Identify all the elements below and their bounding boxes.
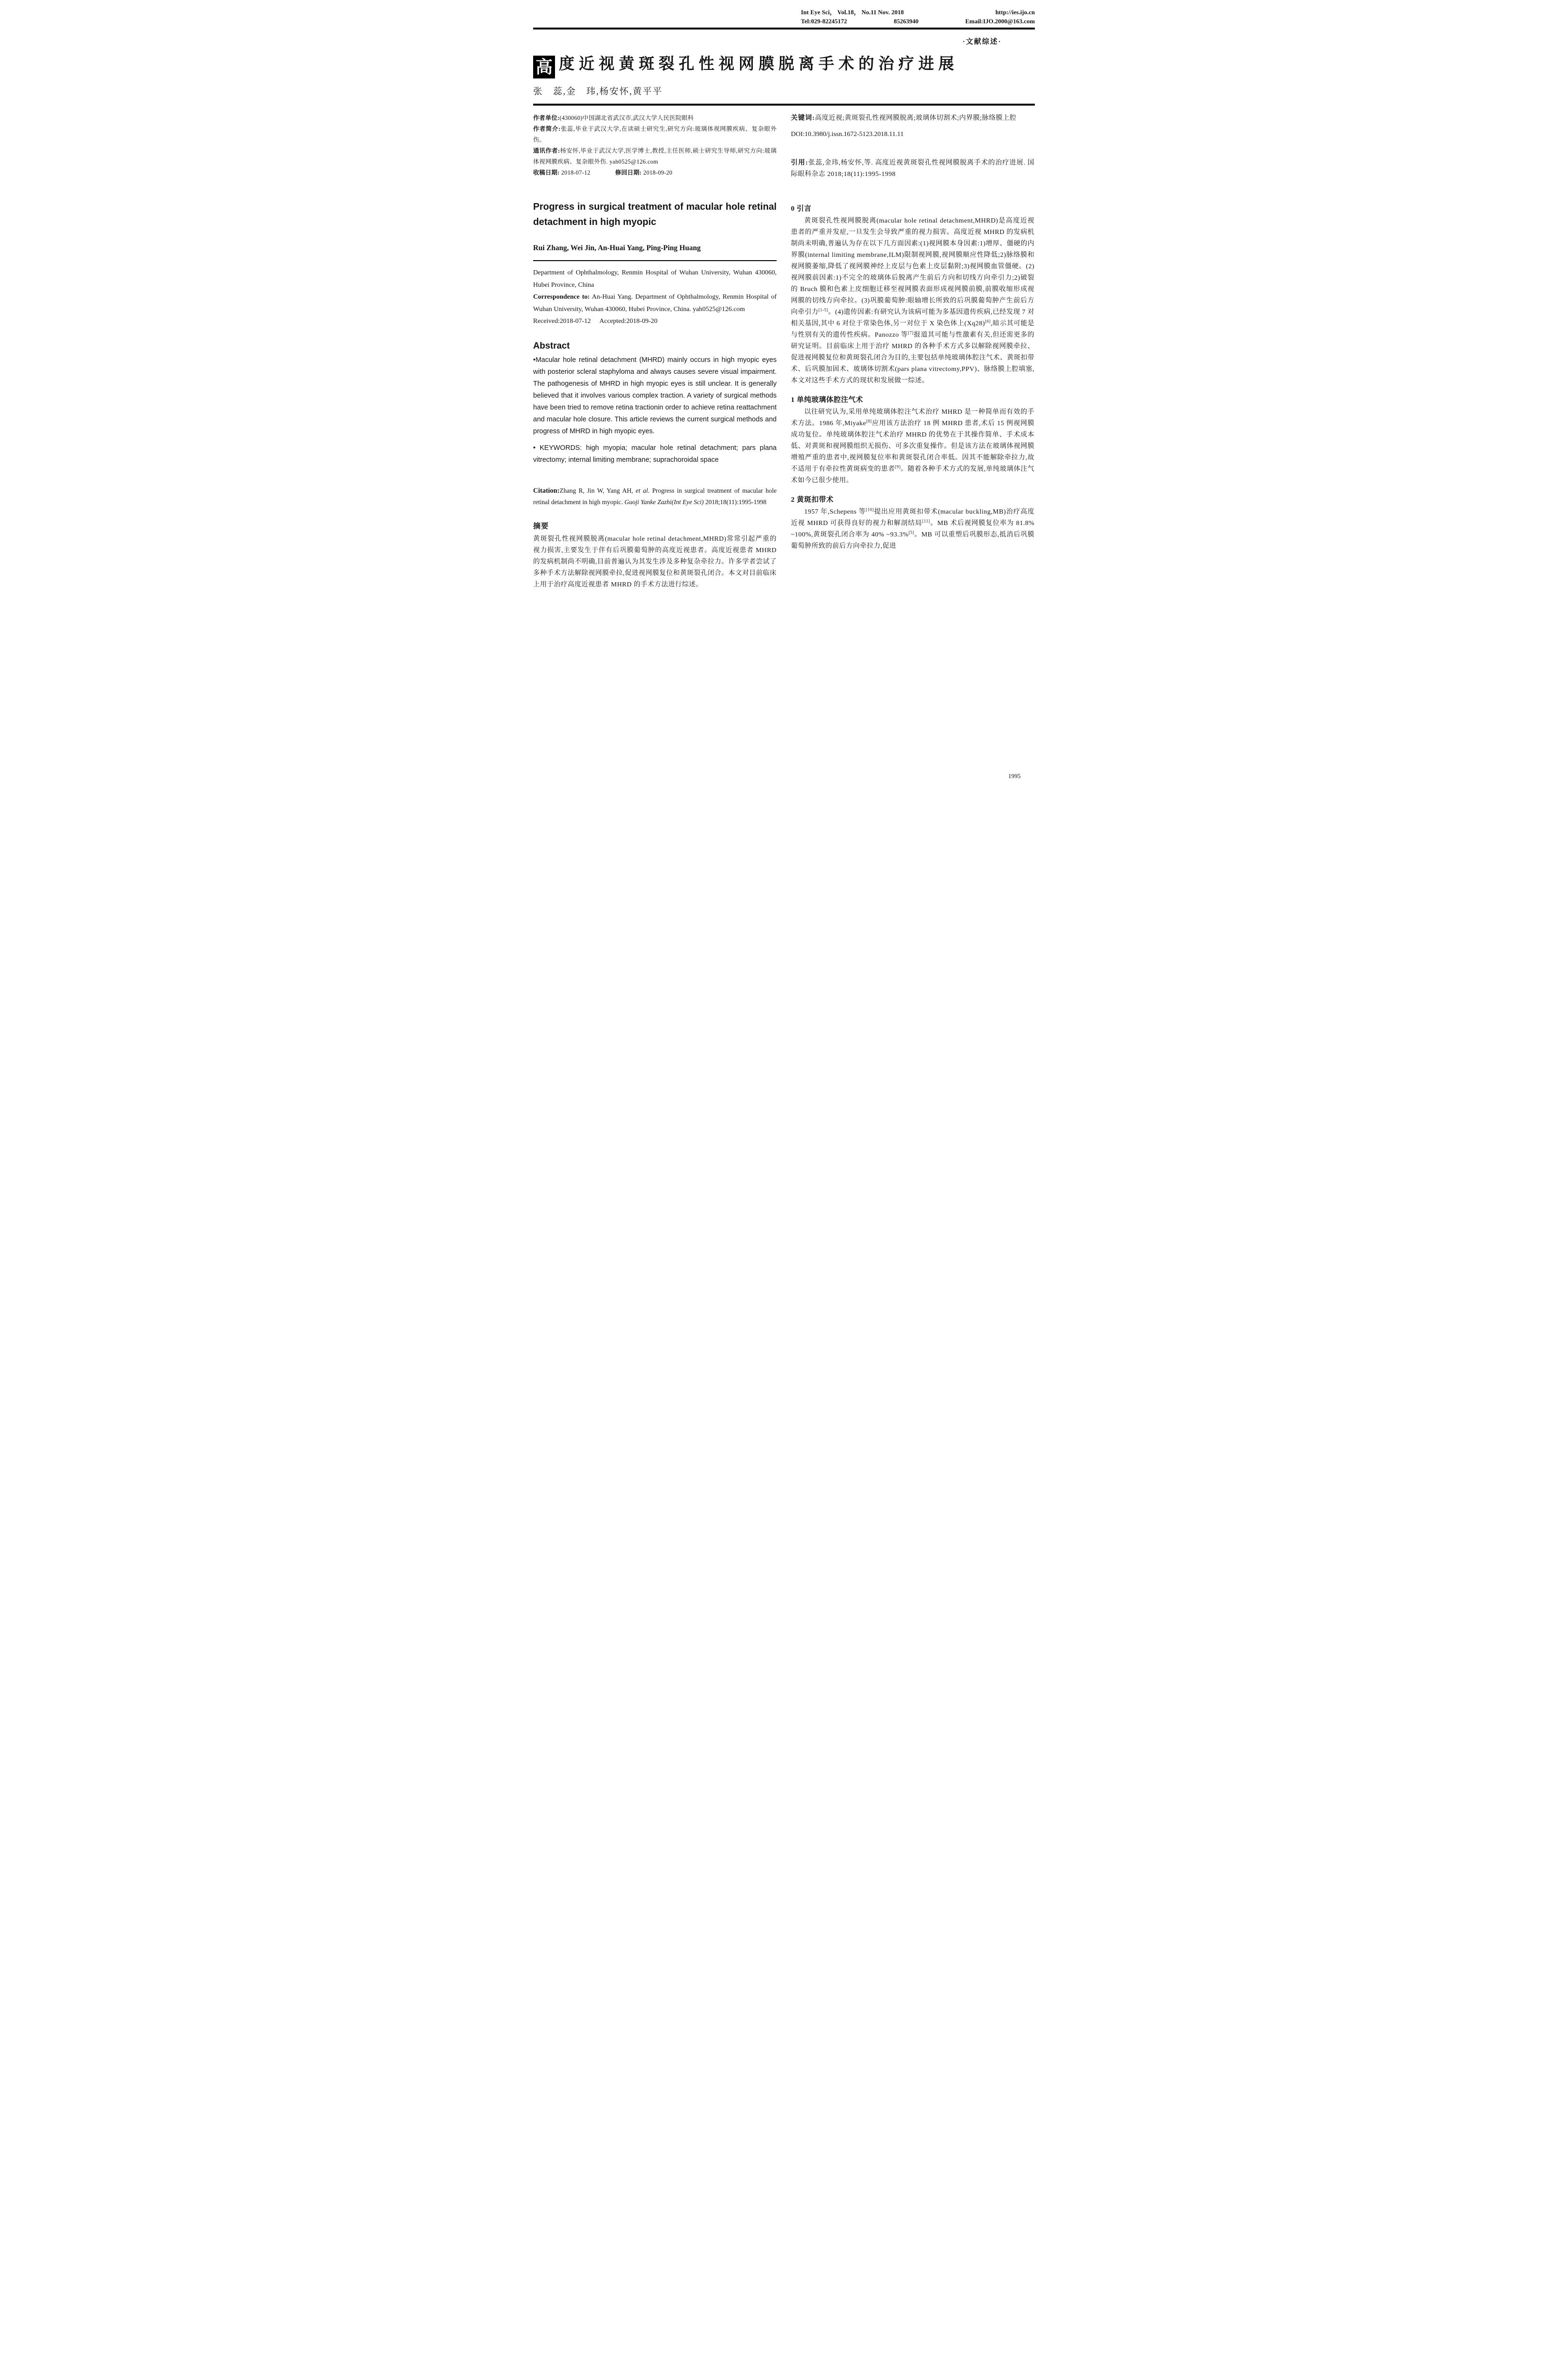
english-block-rule: [533, 260, 777, 261]
journal-email: Email:IJO.2000@163.com: [965, 18, 1035, 25]
journal-tel-2: 85263940: [894, 18, 919, 25]
right-column: [791, 113, 1034, 591]
citation-cn: [791, 157, 1034, 180]
article-title-en: Progress in surgical treatment of macular hole retinal detachment in high myopic: [533, 202, 777, 227]
journal-volume-info: Int Eye Sci， Vol.18， No.11 Nov. 2018: [801, 9, 904, 16]
article-category-label: ·文献综述·: [962, 38, 1002, 46]
title-rule: [533, 104, 1035, 106]
author-bio-text: 张蕊,毕业于武汉大学,在读硕士研究生,研究方向:玻璃体视网膜疾病、复杂眼外伤。: [533, 126, 777, 143]
journal-tel: Tel:029-82245172: [801, 18, 847, 25]
two-column-body: [533, 113, 1035, 591]
citation-journal: Guoji Yanke Zazhi(Int Eye Sci): [624, 498, 704, 506]
masthead-line-1: [801, 8, 1035, 17]
received-en: Received:2018-07-12: [533, 318, 591, 325]
received-accepted-line: [533, 315, 777, 328]
citation-part-1: Zhang R, Jin W, Yang AH,: [559, 487, 636, 494]
page-number: 1995: [1008, 772, 1021, 779]
section-0-body: 黄斑裂孔性视网膜脱离(macular hole retinal detachment,MHRD)是高度近视患者的严重并发症,一旦发生会导致严重的视力损害。高度近视 MHRD 的发病机制尚未明确,普遍认为存在以下几方面因素:(1)视网膜本身因素:1)增厚、僵硬的内界膜(internal limiting membrane,ILM)限制视网膜,视网膜顺应性降低;2)脉络膜和视网膜萎缩,降低了视网膜神经上皮层与色素上皮层黏附;3)视网膜血管僵硬。(2)视网膜前因素:1)不完全的玻璃体后脱离产生前后方向和切线方向牵引力;2)破裂的 Bruch 膜和色素上皮细胞迁移至视网膜表面形成视网膜前膜,前膜收缩形成视网膜的切线方向牵拉。(3)巩膜葡萄肿:眼轴增长所致的后巩膜葡萄肿产生前后方向牵引力[1-5]。(4)遗传因素:有研究认为该病可能为多基因遗传疾病,已经发现 7 对相关基因,其中 6 对位于常染色体,另一对位于 X 染色体上(Xq28)[6],暗示其可能是与性别有关的遗传性疾病。Panozzo 等[7]报道其可能与性激素有关,但还需更多的研究证明。目前临床上用于治疗 MHRD 的各种手术方式多以解除视网膜牵拉、促进视网膜复位和黄斑裂孔闭合为目的,主要包括单纯玻璃体腔注气术、黄斑扣带术、后巩膜加固术、玻璃体切割术(pars plana vitrectomy,PPV)、脉络膜上腔填塞,本文对这些手术方式的现状和发展做一综述。: [791, 217, 1035, 384]
accepted-en: Accepted:2018-09-20: [599, 318, 658, 325]
doi-line: DOI:10.3980/j.issn.1672-5123.2018.11.11: [791, 131, 904, 138]
citation-cn-label: 引用:: [791, 159, 808, 166]
citation-part-2: . Progress in surgical treatment of macular hole retinal detachment in high myopic.: [533, 487, 777, 506]
title-drop-cap: 高: [533, 56, 555, 78]
section-1-heading: 1 单纯玻璃体腔注气术: [791, 396, 863, 404]
revised-label: 修回日期:: [615, 169, 642, 176]
citation-etal: et al: [635, 487, 648, 494]
correspondence-en: [533, 291, 777, 315]
section-2-heading: 2 黄斑扣带术: [791, 496, 834, 504]
affiliation-label: 作者单位:: [533, 115, 560, 121]
received-value: 2018-07-12: [559, 169, 591, 176]
correspondent-text: 杨安怀,毕业于武汉大学,医学博士,教授,主任医师,硕士研究生导师,研究方向:玻璃体视网膜疾病、复杂眼外伤. yah0525@126.com: [533, 147, 777, 165]
journal-website: http://ies.ijo.cn: [995, 9, 1035, 16]
section-1-body: 以往研究认为,采用单纯玻璃体腔注气术治疗 MHRD 是一种简单而有效的手术方法。1986 年,Miyake[8]应用该方法治疗 18 例 MHRD 患者,术后 15 例视网膜成功复位。单纯玻璃体腔注气术治疗 MHRD 的优势在于其操作简单、手术成本低、对黄斑和视网膜组织无损伤、可多次重复操作。但是该方法在玻璃体视网膜增殖严重的患者中,视网膜复位率和黄斑裂孔闭合率低。因其不能解除牵拉力,故不适用于有牵拉性黄斑病变的患者[9]。随着各种手术方式的发展,单纯玻璃体注气术如今已很少使用。: [791, 409, 1035, 484]
abstract-heading: Abstract: [533, 341, 570, 351]
authors-cn: 张 蕊,金 玮,杨安怀,黄平平: [533, 87, 663, 97]
section-2-body: 1957 年,Schepens 等[10]提出应用黄斑扣带术(macular buckling,MB)治疗高度近视 MHRD 可获得良好的视力和解剖结局[11]。MB 术后视网膜复位率为 81.8% ~100%,黄斑裂孔闭合率为 40% ~93.3%[5]。MB 可以重塑后巩膜形态,抵消后巩膜葡萄肿所致的前后方向牵拉力,促进: [791, 507, 1034, 550]
author-bio: [533, 124, 777, 146]
keywords-en: • KEYWORDS: high myopia; macular hole retinal detachment; pars plana vitrectomy; internal limiting membrane; suprachoroidal space: [533, 444, 777, 464]
left-column: [533, 113, 777, 591]
citation-en: [533, 485, 777, 508]
keywords-cn-label: 关键词:: [791, 115, 815, 122]
dates-line: [533, 167, 777, 178]
keywords-cn-text: 高度近视;黄斑裂孔性视网膜脱离;玻璃体切割术;内界膜;脉络膜上腔: [815, 115, 1017, 122]
received-label: 收稿日期:: [533, 169, 560, 176]
abstract-cn-heading: 摘要: [533, 522, 549, 530]
section-0-heading: 0 引言: [791, 205, 812, 213]
keywords-cn: [791, 113, 1034, 124]
revised-date-cn: [615, 167, 672, 178]
abstract-body-en: •Macular hole retinal detachment (MHRD) mainly occurs in high myopic eyes with posterior scleral staphyloma and always causes severe visual impairment. The pathogenesis of MHRD in high myopic eyes is still unclear. It is generally believed that it involves various complex traction. A variety of surgical methods have been tried to remove retina tractionin order to achieve retina reattachment and macular hole closure. This article reviews the current surgical methods and progress of MHRD in high myopic eyes.: [533, 356, 777, 435]
correspondence-text: An-Huai Yang. Department of Ophthalmology, Renmin Hospital of Wuhan University, Wuhan 430060, Hubei Province, China. yah0525@126.com: [533, 293, 777, 313]
citation-part-3: 2018;18(11):1995-1998: [703, 498, 767, 506]
header-rule: [533, 28, 1035, 29]
correspondent-cn: [533, 146, 777, 167]
affiliation-text: (430060)中国湖北省武汉市,武汉大学人民医院眼科: [559, 115, 694, 121]
correspondence-label: Correspondence to:: [533, 293, 590, 301]
abstract-cn-body: 黄斑裂孔性视网膜脱离(macular hole retinal detachment,MHRD)常常引起严重的视力损害,主要发生于伴有后巩膜葡萄肿的高度近视患者。高度近视患者 MHRD 的发病机制尚不明确,目前普遍认为其发生涉及多种复杂牵拉力。许多学者尝试了多种手术方法解除视网膜牵拉,促进视网膜复位和黄斑裂孔闭合。本文对目前临床上用于治疗高度近视患者 MHRD 的手术方法进行综述。: [533, 535, 777, 588]
author-bio-label: 作者简介:: [533, 126, 561, 132]
correspondent-label: 通讯作者:: [533, 147, 560, 154]
received-date-cn: [533, 167, 590, 178]
title-rest: 度近视黄斑裂孔性视网膜脱离手术的治疗进展: [559, 56, 958, 73]
masthead-line-2: [801, 17, 1035, 26]
citation-label: Citation:: [533, 487, 560, 495]
affiliation-en: Department of Ophthalmology, Renmin Hospital of Wuhan University, Wuhan 430060, Hubei Province, China: [533, 269, 777, 289]
citation-cn-text: 张蕊,金玮,杨安怀,等. 高度近视黄斑裂孔性视网膜脱离手术的治疗进展. 国际眼科杂志 2018;18(11):1995-1998: [791, 159, 1034, 178]
journal-page: [523, 0, 1045, 792]
journal-masthead: [801, 8, 1035, 26]
footnote-block: [533, 113, 777, 178]
revised-value: 2018-09-20: [642, 169, 672, 176]
authors-en: Rui Zhang, Wei Jin, An-Huai Yang, Ping-Ping Huang: [533, 244, 701, 252]
article-title-cn: [533, 53, 1035, 78]
affiliation-cn: [533, 113, 777, 124]
